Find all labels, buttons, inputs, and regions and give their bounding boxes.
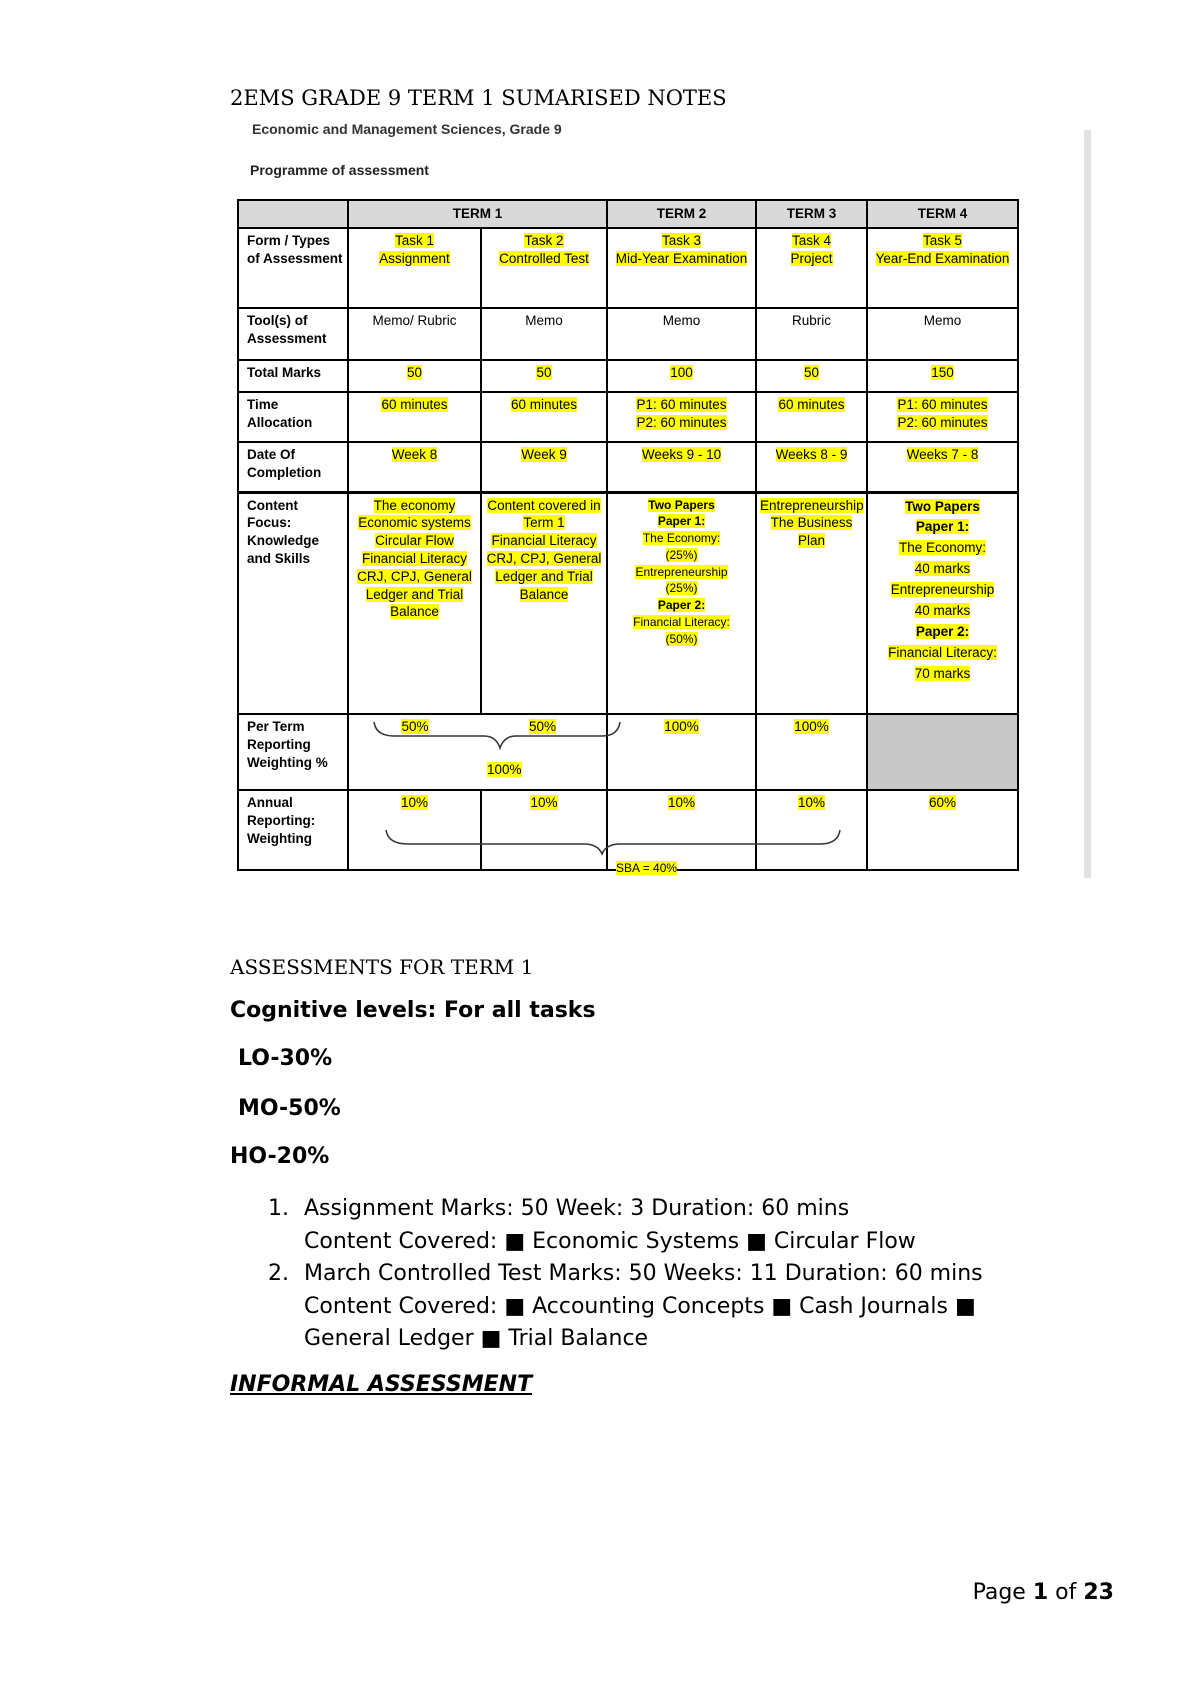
row-label: Annual Reporting: Weighting [238,790,348,870]
content-item: (25%) [665,581,698,596]
scan-subtitle: Programme of assessment [250,162,429,178]
row-label: Per Term Reporting Weighting % [238,714,348,790]
term-4-header: TERM 4 [867,200,1018,228]
date-value: Week 9 [521,447,567,462]
cut-heading: Economic and Management Sciences, Grade 9 [252,121,562,137]
content-item: (50%) [665,631,698,646]
tool-cell: Rubric [756,308,867,360]
annual-combined: SBA = 40% [616,861,678,875]
row-label: Form / Types of Assessment [238,228,348,308]
list-item-line: Content Covered: ■ Accounting Concepts ■ Cash Journals ■ [304,1293,976,1319]
annual-brace [386,830,840,854]
list-number: 2. [268,1261,289,1286]
row-label: Tool(s) of Assessment [238,308,348,360]
per-term-brace [374,722,620,748]
content-item: (25%) [665,547,698,562]
marks-value: 50 [804,365,820,380]
time-value: P2: 60 minutes [897,414,988,430]
content-item: Circular Flow [375,533,454,549]
task-type: Assignment [379,250,450,266]
row-label: Time Allocation [238,392,348,442]
marks-value: 50 [536,365,552,380]
content-item: Paper 1: [915,519,970,535]
task-type: Controlled Test [499,250,589,266]
content-item: Entrepreneurship [635,564,728,579]
page-total: 23 [1083,1580,1114,1605]
content-item: Financial Literacy: [633,615,730,630]
task-name: Task 1 [394,233,435,248]
content-item: Entrepreneurship [760,497,864,513]
tool-cell: Memo/ Rubric [348,308,481,360]
task-type: Project [790,250,833,266]
page-word: Page [972,1580,1026,1605]
content-item: The economy [373,497,456,513]
time-value: 60 minutes [778,397,845,412]
content-item: Two Papers [905,498,980,514]
list-number: 1. [268,1196,289,1221]
per-term-combined: 100% [487,762,522,777]
content-item: Entrepreneurship [890,582,995,598]
section-heading: ASSESSMENTS FOR TERM 1 [230,955,534,979]
content-item: Paper 1: [657,514,706,529]
content-item: The Business Plan [770,515,853,549]
term-1-header: TERM 1 [348,200,607,228]
content-item: Two Papers [648,497,715,512]
list-item-line: Content Covered: ■ Economic Systems ■ Circular Flow [304,1228,916,1254]
content-item: The Economy: [898,540,987,556]
marks-value: 50 [406,365,423,380]
brace-marks [234,130,1084,878]
task-name: Task 4 [792,233,832,248]
time-value: 60 minutes [510,397,578,412]
informal-assessment-heading: INFORMAL ASSESSMENT [230,1372,533,1397]
date-value: Weeks 9 - 10 [641,447,722,462]
date-value: Weeks 7 - 8 [906,447,979,462]
row-label: Content Focus: Knowledge and Skills [238,492,348,714]
ho-level: HO-20% [230,1144,330,1169]
content-item: 70 marks [914,665,971,681]
time-value: P1: 60 minutes [897,397,988,412]
content-item: 40 marks [914,603,971,619]
annual-value: 60% [929,795,957,810]
content-item: The Economy: [642,531,721,546]
content-item: CRJ, CPJ, General Ledger and Trial Balance [486,550,602,602]
task-type: Mid-Year Examination [615,250,748,266]
cognitive-heading: Cognitive levels: For all tasks [230,998,596,1023]
content-item: 40 marks [914,561,971,577]
list-item-line: Assignment Marks: 50 Week: 3 Duration: 60 mins [304,1196,850,1221]
annual-value: 10% [798,795,826,810]
of-word: of [1055,1580,1077,1605]
lo-level: LO-30% [238,1046,333,1071]
row-label: Total Marks [238,360,348,392]
term-3-header: TERM 3 [756,200,867,228]
content-item: Financial Literacy [361,550,468,566]
list-item-line: March Controlled Test Marks: 50 Weeks: 11 Duration: 60 mins [304,1261,983,1286]
tool-cell: Memo [867,308,1018,360]
task-name: Task 3 [662,233,702,248]
per-term-value: 100% [664,719,699,734]
time-value: P1: 60 minutes [636,397,727,412]
date-value: Weeks 8 - 9 [775,447,848,462]
task-type: Year-End Examination [875,250,1010,266]
per-term-value: 50% [401,719,429,734]
term-2-header: TERM 2 [607,200,756,228]
marks-value: 150 [931,365,954,380]
page-header: 2EMS GRADE 9 TERM 1 SUMARISED NOTES [230,86,727,110]
programme-of-assessment-image [234,121,1091,878]
content-item: Economic systems [358,515,471,531]
row-label: Date Of Completion [238,442,348,492]
page-footer [973,1580,1114,1605]
content-item: Paper 2: [657,598,706,613]
mo-level: MO-50% [238,1096,341,1121]
annual-value: 10% [530,795,558,810]
time-value: 60 minutes [381,397,448,412]
marks-value: 100 [670,365,693,380]
per-term-value: 50% [529,719,557,734]
per-term-value: 100% [794,719,829,734]
annual-value: 10% [668,795,696,810]
content-item: Financial Literacy [491,533,597,549]
page-number: 1 [1032,1580,1049,1605]
task-name: Task 5 [923,233,963,248]
date-value: Week 8 [391,447,438,462]
tool-cell: Memo [607,308,756,360]
task-name: Task 2 [524,233,564,248]
tool-cell: Memo [481,308,607,360]
list-item-line: General Ledger ■ Trial Balance [304,1326,649,1351]
time-value: P2: 60 minutes [636,414,727,430]
content-item: Paper 2: [915,624,970,640]
content-item: Financial Literacy: [888,644,997,660]
annual-value: 10% [400,795,429,810]
content-item: CRJ, CPJ, General Ledger and Trial Balance [357,568,472,620]
content-item: Content covered in Term 1 [487,497,601,531]
